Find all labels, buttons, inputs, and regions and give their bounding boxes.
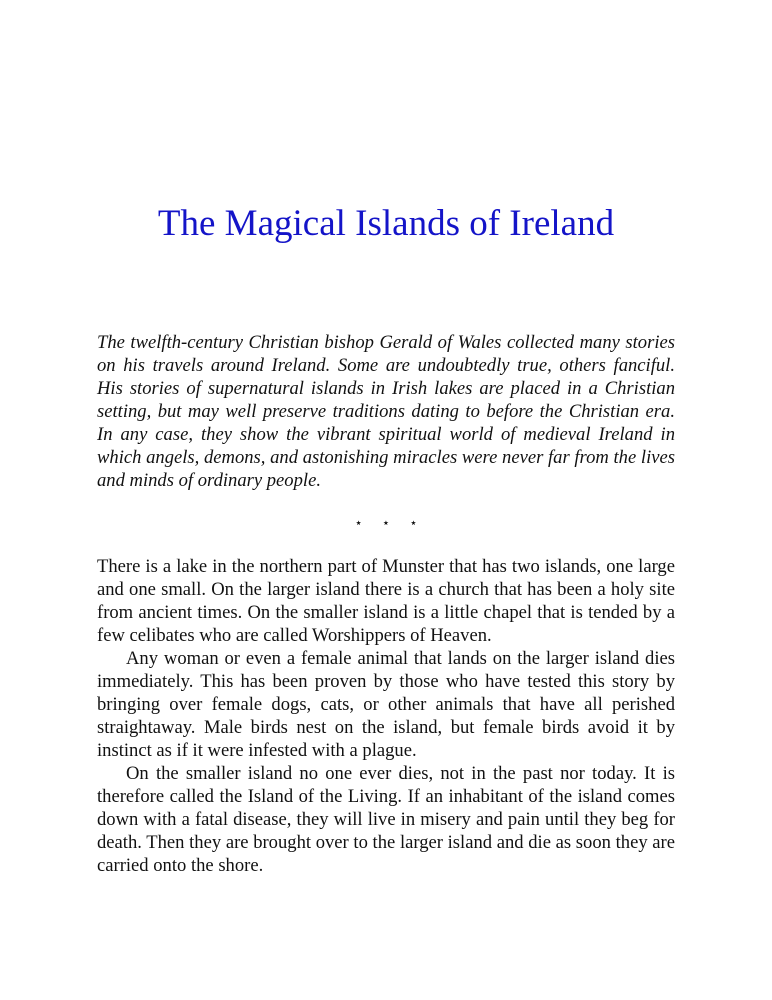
page-title: The Magical Islands of Ireland: [157, 203, 615, 244]
separator-star-icon: ⋆: [381, 515, 391, 530]
intro-paragraph: The twelfth-century Christian bishop Gerald of Wales collected many stories on his travels around Ireland. Some are undoubtedly true, others fanciful. His stories of supernatural islands in Irish lakes are placed in a Christian setting, but may well preserve traditions dating to before the Christian era. In any case, they show the vibrant spiritual world of medieval Ireland in which angels, demons, and astonishing miracles were never far from the lives and minds of ordinary people.: [97, 332, 675, 491]
body-paragraph: Any woman or even a female animal that lands on the larger island dies immediately. This has been proven by those who have tested this story by bringing over female dogs, cats, or other animals that have all perished straightaway. Male birds nest on the island, but female birds avoid it by instinct as if it were infested with a plague.: [97, 648, 675, 761]
body-paragraph: On the smaller island no one ever dies, not in the past nor today. It is therefore called the Island of the Living. If an inhabitant of the island comes down with a fatal disease, they will live in misery and pain until they beg for death. Then they are brought over to the larger island and die as soon they are carried onto the shore.: [97, 763, 675, 876]
section-separator: [0, 511, 772, 535]
body-paragraph: There is a lake in the northern part of Munster that has two islands, one large and one small. On the larger island there is a church that has been a holy site from ancient times. On the smaller island is a little chapel that is tended by a few celibates who are called Worshippers of Heaven.: [97, 556, 675, 646]
separator-star-icon: ⋆: [354, 515, 363, 530]
separator-star-icon: ⋆: [409, 515, 418, 530]
body-text: [97, 555, 675, 877]
